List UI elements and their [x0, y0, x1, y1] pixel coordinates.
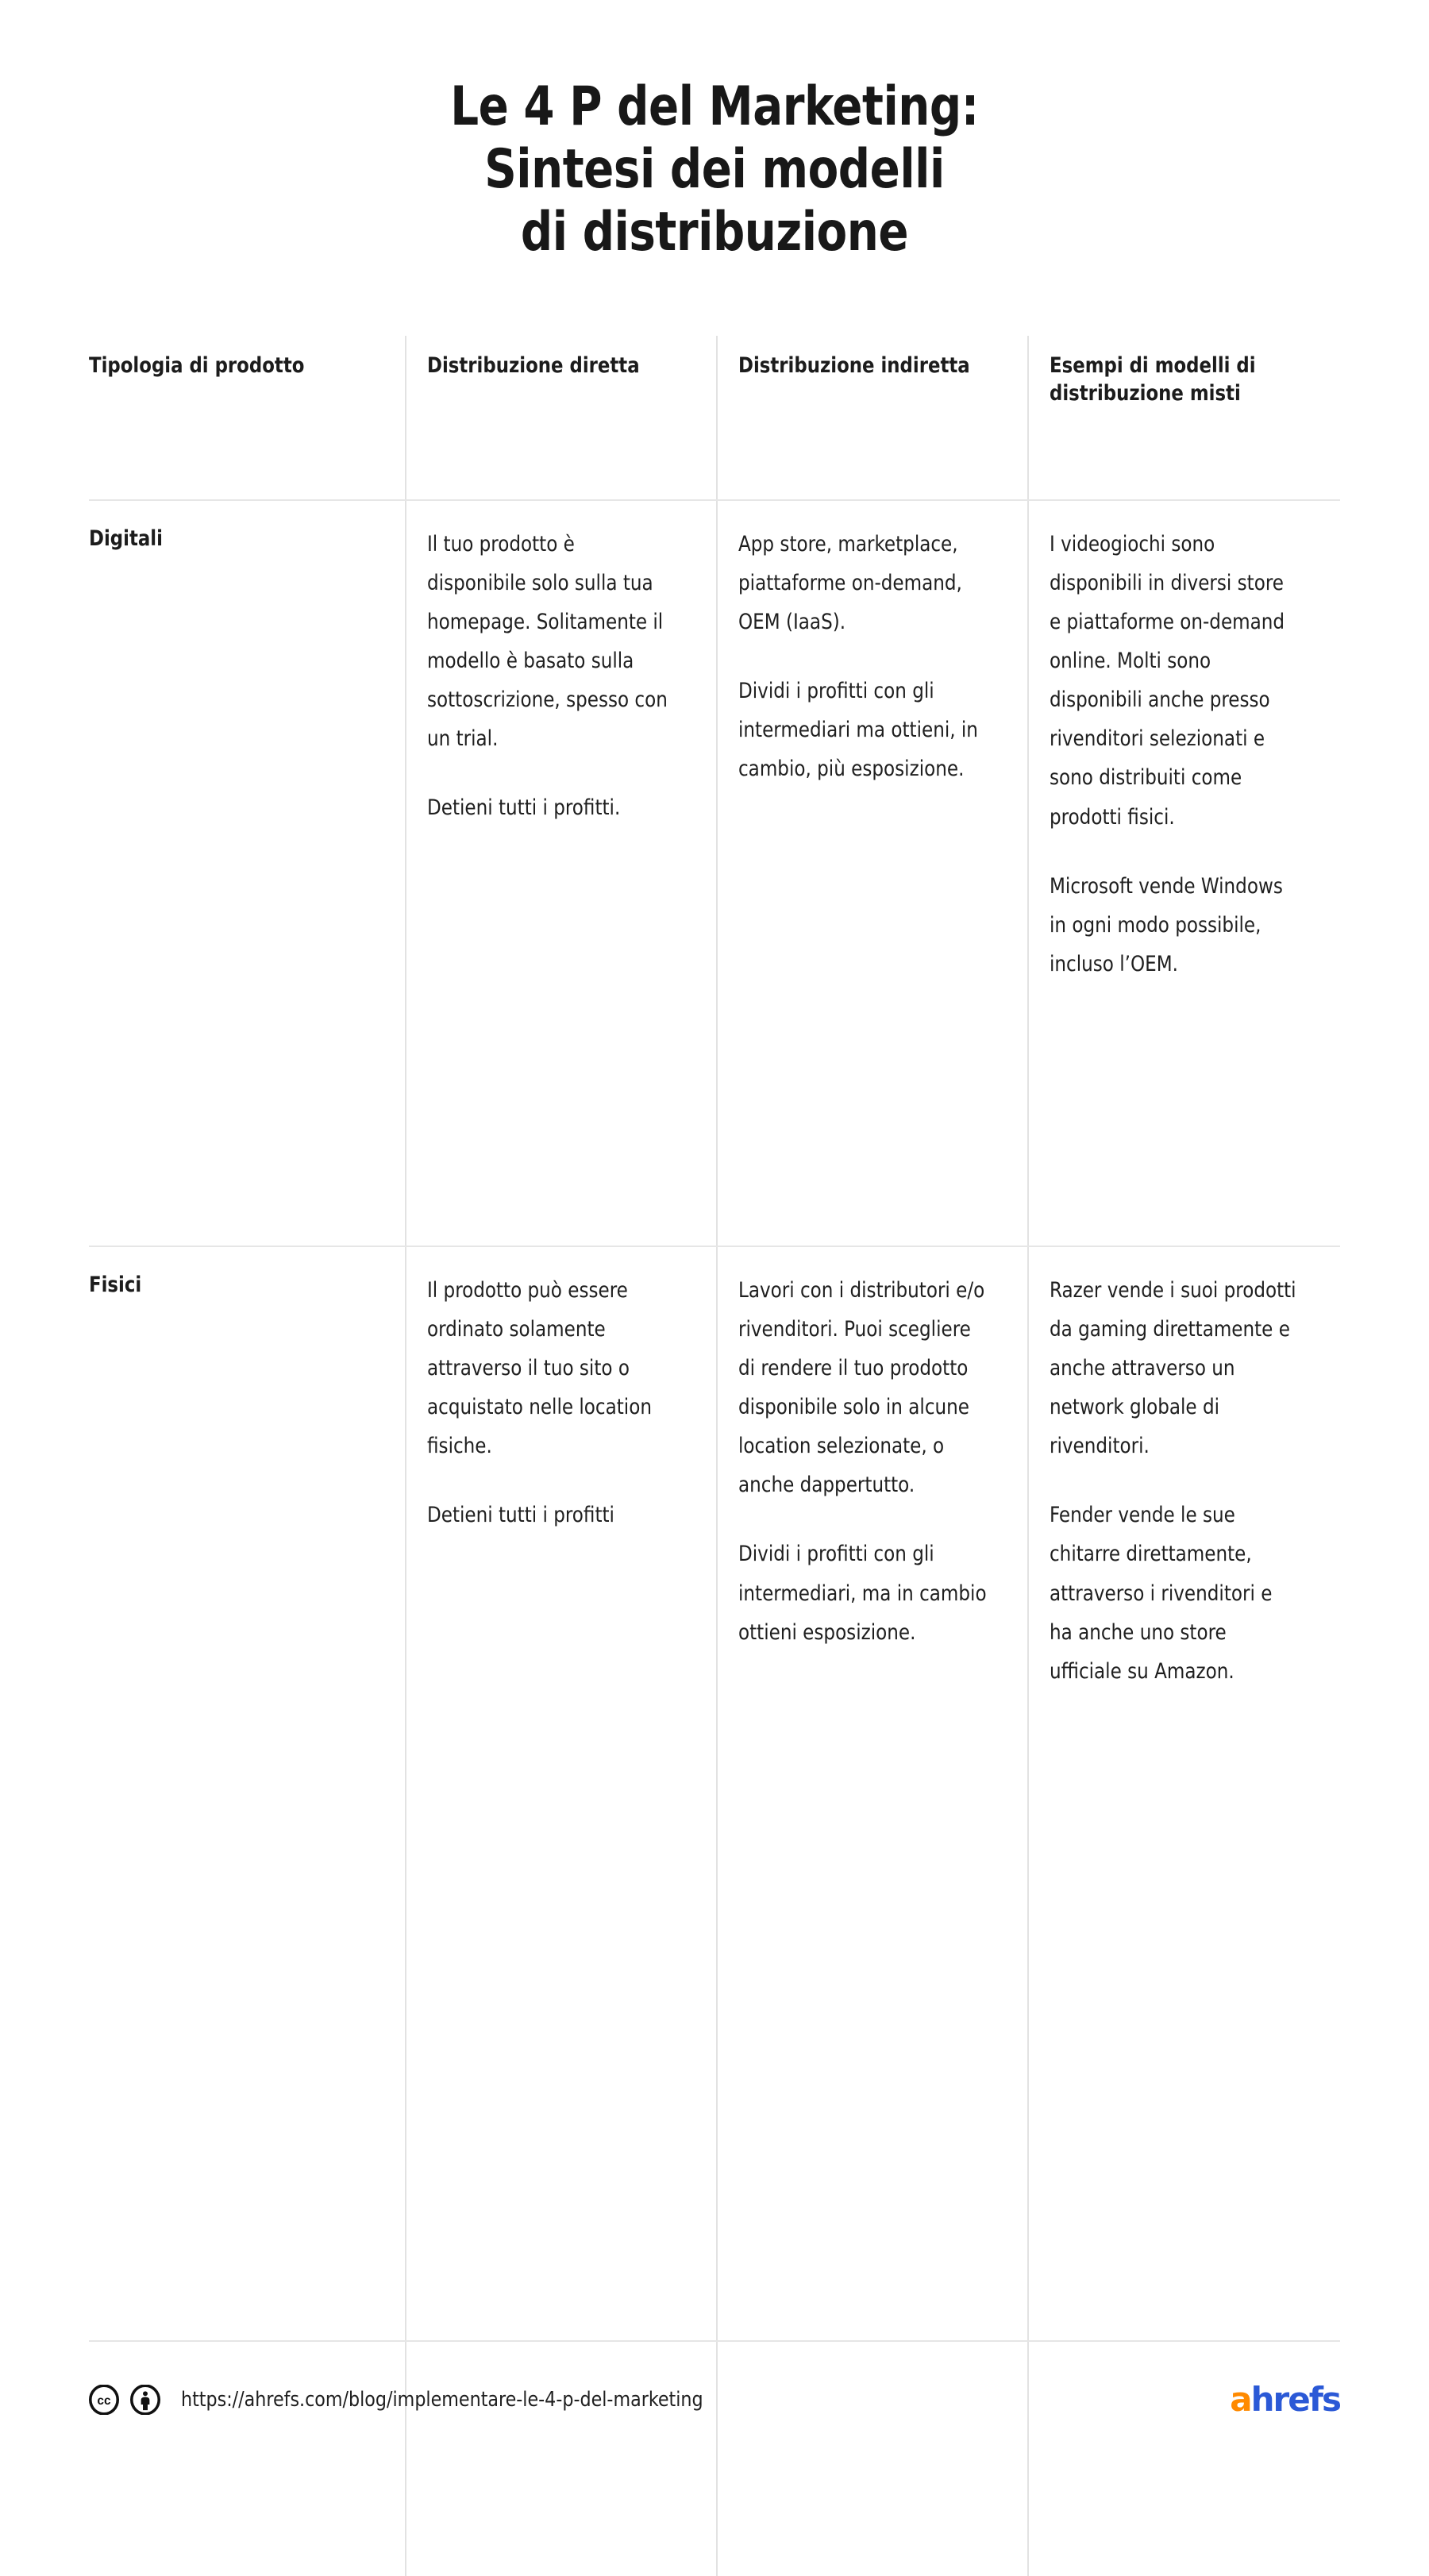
cell-paragraph: Detieni tutti i profitti.: [427, 795, 621, 821]
attribution-icon: [130, 2385, 160, 2415]
ahrefs-logo-text: hrefs: [1250, 2380, 1340, 2419]
page-title: [0, 0, 1429, 264]
column-header-indiretta: [716, 306, 1027, 499]
cell-paragraph: Microsoft vende Windows in ogni modo possibile, incluso l’OEM.: [1050, 873, 1283, 976]
row-label-cell-fisici: [89, 1246, 405, 1973]
row-label-cell-digitali: [89, 499, 405, 1246]
footer-divider: [89, 2340, 1340, 2342]
cell-fisici-indiretta: [716, 1246, 1027, 1973]
row-label: Fisici: [89, 1272, 142, 1297]
column-header-tipologia: [89, 306, 405, 499]
cell-fisici-diretta: [405, 1246, 716, 1973]
distribution-table: [89, 306, 1340, 1973]
distribution-table-container: [89, 306, 1340, 1973]
footer-license-and-url: [89, 2385, 730, 2415]
cell-paragraph: Dividi i profitti con gli intermediari, ma in cambio ottieni esposizione.: [738, 1542, 987, 1645]
column-header-label: Tipologia di prodotto: [89, 352, 305, 378]
source-url[interactable]: https://ahrefs.com/blog/implementare-le-4-p-del-marketing: [181, 2388, 703, 2412]
column-header-label: Distribuzione indiretta: [738, 352, 970, 378]
cell-digitali-diretta: [405, 499, 716, 1246]
svg-text:cc: cc: [97, 2393, 111, 2408]
cell-digitali-indiretta: [716, 499, 1027, 1246]
cell-paragraph: Il prodotto può essere ordinato solamente attraverso il tuo sito o acquistato nelle location fisiche.: [427, 1277, 652, 1459]
cell-paragraph: App store, marketplace, piattaforme on-demand, OEM (IaaS).: [738, 531, 962, 634]
column-header-label: Esempi di modelli di distribuzione misti: [1050, 352, 1256, 406]
ahrefs-logo[interactable]: [1230, 2380, 1340, 2419]
cell-paragraph: Il tuo prodotto è disponibile solo sulla tua homepage. Solitamente il modello è basato sulla sottoscrizione, spesso con un trial.: [427, 531, 668, 752]
creative-commons-icon: [89, 2385, 119, 2415]
table-row: [89, 1246, 1340, 1973]
row-label: Digitali: [89, 526, 163, 551]
page-title-line-1: Le 4 P del Marketing:: [450, 75, 979, 138]
ahrefs-logo-accent: a: [1230, 2380, 1251, 2419]
table-row: [89, 499, 1340, 1246]
cell-paragraph: Lavori con i distributori e/o rivenditori. Puoi scegliere di rendere il tuo prodotto disponibile solo in alcune location selezionate, o anche dappertutto.: [738, 1277, 985, 1498]
page-title-line-2: Sintesi dei modelli: [484, 137, 945, 201]
cell-digitali-misti: [1027, 499, 1340, 1246]
cell-paragraph: I videogiochi sono disponibili in diversi store e piattaforme on-demand online. Molti sono disponibili anche presso rivenditori selezionati e sono distribuiti come prodotti fisici.: [1050, 531, 1285, 830]
cell-paragraph: Fender vende le sue chitarre direttamente, attraverso i rivenditori e ha anche uno store ufficiale su Amazon.: [1050, 1503, 1273, 1684]
page-title-line-3: di distribuzione: [520, 200, 909, 264]
cell-paragraph: Dividi i profitti con gli intermediari ma ottieni, in cambio, più esposizione.: [738, 679, 978, 782]
footer: [89, 2372, 1340, 2428]
column-header-diretta: [405, 306, 716, 499]
table-header-row: [89, 306, 1340, 499]
column-header-label: Distribuzione diretta: [427, 352, 640, 378]
cell-paragraph: Razer vende i suoi prodotti da gaming direttamente e anche attraverso un network globale di rivenditori.: [1050, 1277, 1296, 1459]
column-header-misti: [1027, 306, 1340, 499]
cell-fisici-misti: [1027, 1246, 1340, 1973]
cell-paragraph: Detieni tutti i profitti: [427, 1503, 614, 1528]
